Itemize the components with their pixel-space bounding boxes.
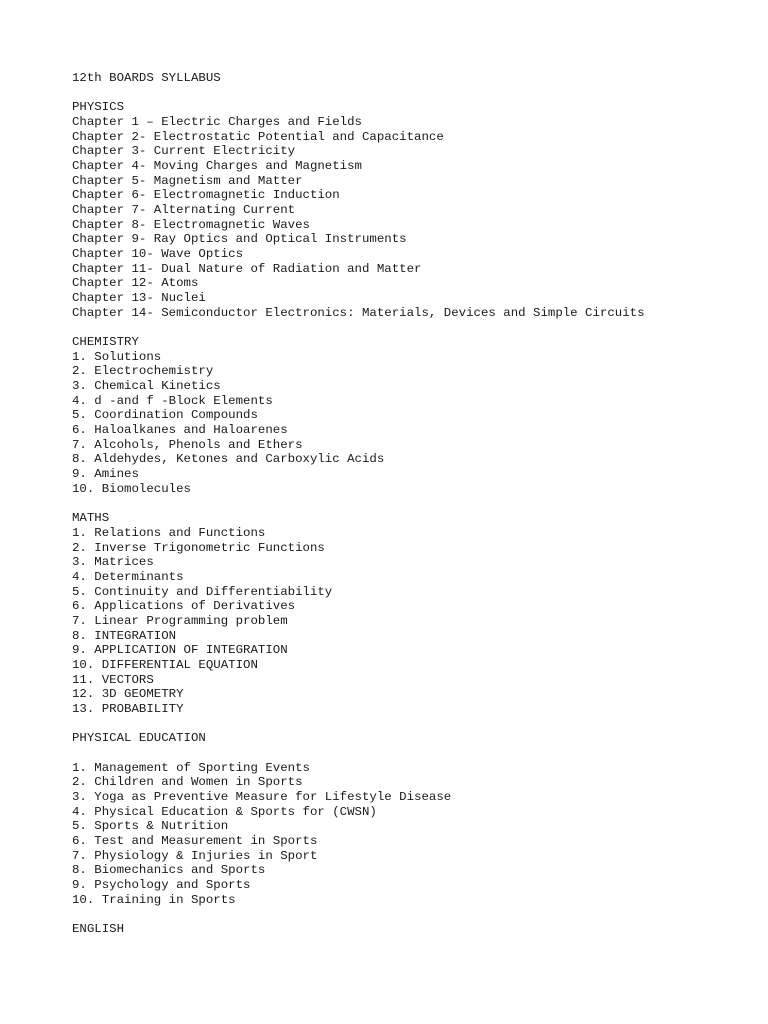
physics-item: Chapter 10- Wave Optics — [72, 247, 244, 262]
physics-item: Chapter 6- Electromagnetic Induction — [72, 188, 340, 203]
chemistry-item: 4. d -and f -Block Elements — [72, 393, 273, 408]
maths-list — [72, 526, 762, 717]
physics-item: Chapter 5- Magnetism and Matter — [72, 173, 303, 188]
english-heading: ENGLISH — [72, 921, 125, 936]
physics-heading: PHYSICS — [72, 100, 125, 115]
physics-item: Chapter 3- Current Electricity — [72, 144, 296, 159]
physics-item: Chapter 8- Electromagnetic Waves — [72, 217, 310, 232]
spacer — [72, 907, 762, 922]
spacer — [72, 496, 762, 511]
physics-item: Chapter 9- Ray Optics and Optical Instruments — [72, 232, 407, 247]
chemistry-item: 2. Electrochemistry — [72, 364, 214, 379]
spacer — [72, 717, 762, 732]
physics-list — [72, 115, 762, 320]
chemistry-item: 7. Alcohols, Phenols and Ethers — [72, 437, 303, 452]
physics-item: Chapter 2- Electrostatic Potential and Capacitance — [72, 129, 444, 144]
physical-education-item: 4. Physical Education & Sports for (CWSN) — [72, 804, 377, 819]
physics-item: Chapter 11- Dual Nature of Radiation and Matter — [72, 261, 422, 276]
physics-item: Chapter 14- Semiconductor Electronics: Materials, Devices and Simple Circuits — [72, 305, 645, 320]
spacer — [72, 320, 762, 335]
maths-item: 10. DIFFERENTIAL EQUATION — [72, 657, 258, 672]
physical-education-item: 10. Training in Sports — [72, 892, 236, 907]
document-page — [72, 71, 762, 937]
chemistry-item: 3. Chemical Kinetics — [72, 379, 221, 394]
physics-item: Chapter 7- Alternating Current — [72, 203, 296, 218]
maths-item: 6. Applications of Derivatives — [72, 599, 296, 614]
chemistry-item: 1. Solutions — [72, 349, 162, 364]
chemistry-item: 9. Amines — [72, 467, 139, 482]
chemistry-item: 10. Biomolecules — [72, 481, 191, 496]
maths-item: 5. Continuity and Differentiability — [72, 584, 333, 599]
physics-item: Chapter 13- Nuclei — [72, 291, 206, 306]
maths-item: 3. Matrices — [72, 555, 154, 570]
maths-heading: MATHS — [72, 511, 110, 526]
physics-item: Chapter 4- Moving Charges and Magnetism — [72, 159, 362, 174]
physical-education-item: 1. Management of Sporting Events — [72, 760, 310, 775]
chemistry-item: 8. Aldehydes, Ketones and Carboxylic Acids — [72, 452, 385, 467]
maths-item: 2. Inverse Trigonometric Functions — [72, 540, 325, 555]
document-title: 12th BOARDS SYLLABUS — [72, 71, 221, 85]
maths-item: 8. INTEGRATION — [72, 628, 177, 643]
maths-item: 13. PROBABILITY — [72, 701, 184, 716]
physical-education-item: 6. Test and Measurement in Sports — [72, 833, 318, 848]
physical-education-item: 9. Psychology and Sports — [72, 877, 251, 892]
physical-education-item: 3. Yoga as Preventive Measure for Lifestyle Disease — [72, 789, 452, 804]
spacer — [72, 746, 762, 761]
physical-education-item: 7. Physiology & Injuries in Sport — [72, 848, 318, 863]
physical-education-heading: PHYSICAL EDUCATION — [72, 731, 206, 746]
maths-item: 9. APPLICATION OF INTEGRATION — [72, 643, 288, 658]
maths-item: 1. Relations and Functions — [72, 525, 266, 540]
physical-education-item: 8. Biomechanics and Sports — [72, 863, 266, 878]
chemistry-item: 5. Coordination Compounds — [72, 408, 258, 423]
maths-item: 7. Linear Programming problem — [72, 613, 288, 628]
chemistry-heading: CHEMISTRY — [72, 335, 139, 350]
maths-item: 11. VECTORS — [72, 672, 154, 687]
chemistry-item: 6. Haloalkanes and Haloarenes — [72, 423, 288, 438]
physics-item: Chapter 1 – Electric Charges and Fields — [72, 115, 362, 130]
physics-item: Chapter 12- Atoms — [72, 276, 199, 291]
chemistry-list — [72, 350, 762, 497]
spacer — [72, 86, 762, 101]
maths-item: 12. 3D GEOMETRY — [72, 687, 184, 702]
maths-item: 4. Determinants — [72, 569, 184, 584]
physical-education-item: 2. Children and Women in Sports — [72, 775, 303, 790]
physical-education-list — [72, 761, 762, 908]
physical-education-item: 5. Sports & Nutrition — [72, 819, 229, 834]
